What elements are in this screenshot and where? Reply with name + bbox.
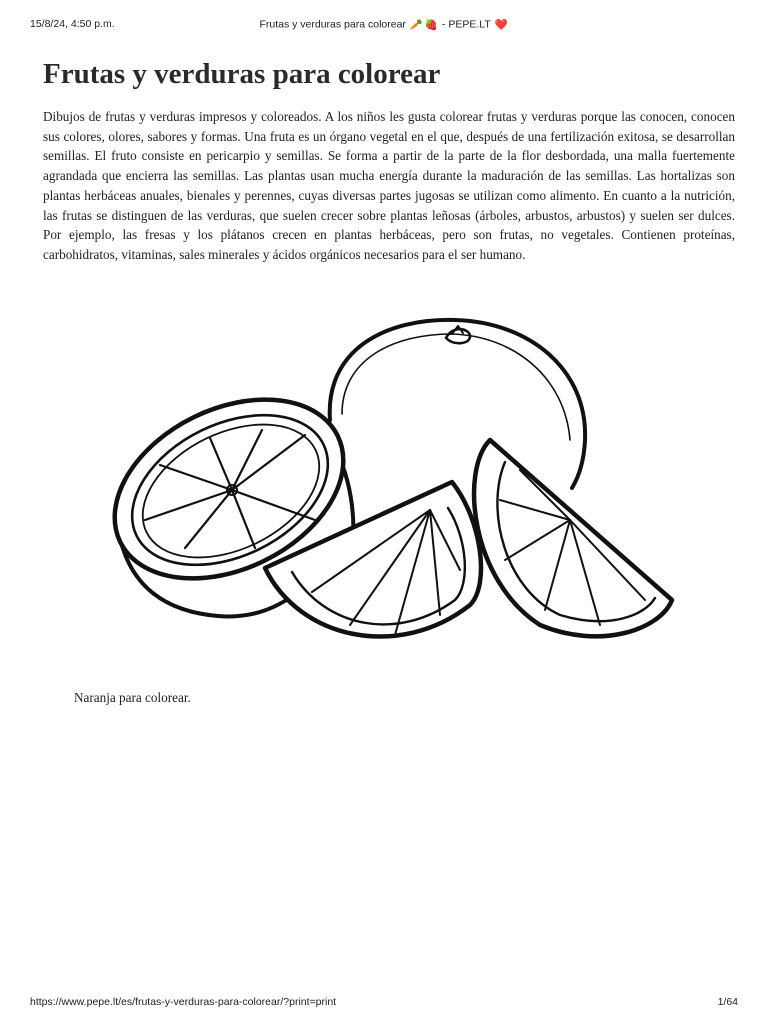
carrot-icon: 🥕 bbox=[409, 19, 423, 31]
print-footer bbox=[0, 996, 768, 1016]
page-title: Frutas y verduras para colorear bbox=[43, 58, 441, 90]
print-header bbox=[0, 14, 768, 34]
page-number: 1/64 bbox=[717, 996, 738, 1008]
heart-icon: ❤️ bbox=[494, 19, 508, 31]
image-caption: Naranja para colorear. bbox=[74, 690, 191, 705]
print-title-site: - PEPE.LT bbox=[441, 18, 491, 31]
whole-orange bbox=[330, 320, 585, 488]
print-url: https://www.pepe.lt/es/frutas-y-verduras-para-colorear/?print=print bbox=[30, 996, 337, 1008]
intro-paragraph: Dibujos de frutas y verduras impresos y coloreados. A los niños les gusta colorear frutas y verduras porque las conocen, conocen sus colores, olores, sabores y formas. Una fruta es un órgano vegetal en el que, después de una fertilización exitosa, se desarrollan semillas. El fruto consiste en pericarpio y semillas. Se forma a partir de la parte de la flor desbordada, una malla fuertemente agrandada que encierra las semillas. Las plantas usan mucha energía durante la maduración de las semillas. Las hortalizas son plantas herbáceas anuales, bienales y perennes, cuyas diversas partes jugosas se utilizan como alimento. En cuanto a la nutrición, las frutas se distinguen de las verduras, que suelen crecer sobre plantas leñosas (árboles, arbustos, arbustos) y suelen ser dulces. Por ejemplo, las fresas y los plátanos crecen en plantas herbáceas, pero son frutas, no vegetales. Contienen proteínas, carbohidratos, vitaminas, sales minerales y ácidos orgánicos necesarios para el ser humano. bbox=[43, 109, 735, 262]
print-title-text: Frutas y verduras para colorear bbox=[259, 18, 406, 31]
orange-illustration bbox=[84, 282, 712, 662]
orange-wedge-right bbox=[474, 440, 672, 636]
print-date: 15/8/24, 4:50 p.m. bbox=[30, 18, 115, 30]
orange-coloring-image bbox=[84, 282, 712, 662]
print-title bbox=[0, 18, 768, 31]
strawberry-icon: 🍓 bbox=[424, 19, 438, 31]
